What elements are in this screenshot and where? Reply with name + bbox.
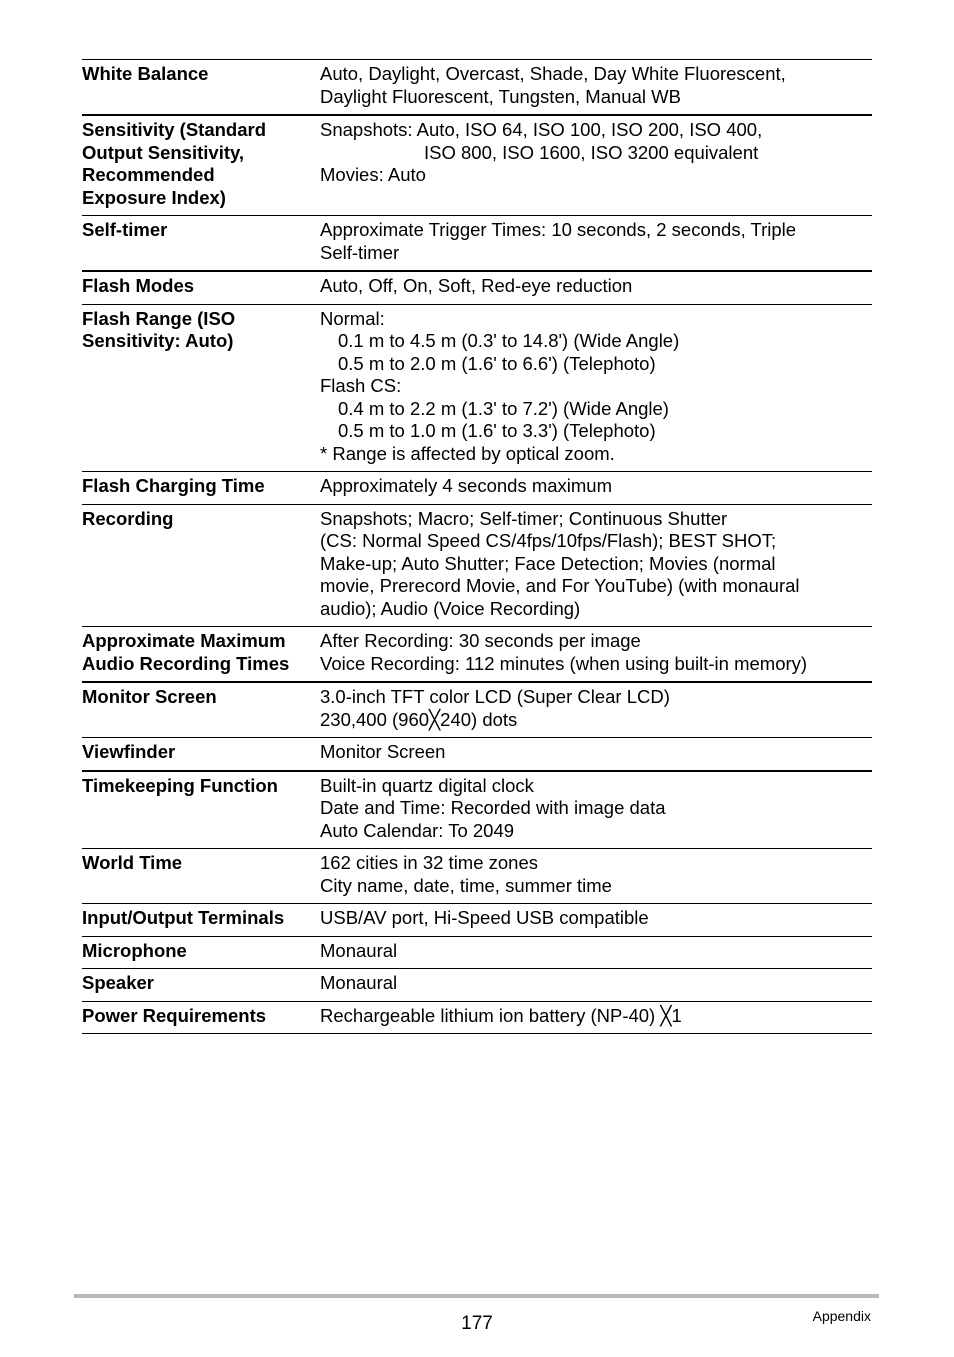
spec-value-line: Self-timer <box>320 241 400 263</box>
spec-value-line: Built-in quartz digital clock <box>320 774 534 796</box>
spec-row-white-balance <box>82 60 872 116</box>
spec-value-line: City name, date, time, summer time <box>320 874 612 896</box>
spec-value-line: Daylight Fluorescent, Tungsten, Manual WB <box>320 85 681 107</box>
spec-row-flash-range <box>82 305 872 473</box>
spec-value-line: Rechargeable lithium ion battery (NP-40) ╳1 <box>320 1004 682 1026</box>
spec-value-line: Auto Calendar: To 2049 <box>320 819 515 841</box>
spec-label: Flash Modes <box>82 275 195 296</box>
spec-label: Microphone <box>82 939 187 961</box>
spec-label: Sensitivity (Standard Output Sensitivity, Recommended Exposure Index) <box>82 119 267 208</box>
spec-label: Power Requirements <box>82 1004 267 1026</box>
spec-value-line: Movies: Auto <box>320 164 426 185</box>
spec-value <box>320 275 872 298</box>
spec-value <box>320 219 872 264</box>
spec-label: Flash Range (ISO Sensitivity: Auto) <box>82 307 236 351</box>
spec-value-line: USB/AV port, Hi-Speed USB compatible <box>320 907 649 928</box>
spec-label: Monitor Screen <box>82 686 217 707</box>
spec-value-line: 0.1 m to 4.5 m (0.3' to 14.8') (Wide Angle) <box>338 330 680 351</box>
spec-value-line: 0.4 m to 2.2 m (1.3' to 7.2') (Wide Angle) <box>338 397 669 419</box>
spec-row-self-timer <box>82 216 872 272</box>
section-name: Appendix <box>812 1308 871 1324</box>
spec-value-line: Snapshots: Auto, ISO 64, ISO 100, ISO 200, ISO 400, <box>320 119 763 140</box>
spec-value-line: Approximately 4 seconds maximum <box>320 475 612 496</box>
spec-value-line: Snapshots; Macro; Self-timer; Continuous Shutter <box>320 507 728 529</box>
spec-value-line: movie, Prerecord Movie, and For YouTube) (with monaural <box>320 575 800 596</box>
specifications-table <box>82 59 872 1034</box>
spec-value-line: Flash CS: <box>320 375 402 396</box>
spec-value-line: 0.5 m to 1.0 m (1.6' to 3.3') (Telephoto) <box>338 420 656 441</box>
spec-value <box>320 308 872 466</box>
spec-row-timekeeping-function <box>82 772 872 850</box>
spec-row-microphone <box>82 937 872 970</box>
spec-label: Speaker <box>82 972 154 993</box>
spec-value <box>320 686 872 731</box>
spec-value-line: Auto, Off, On, Soft, Red-eye reduction <box>320 275 633 296</box>
spec-value <box>320 741 872 764</box>
spec-label: World Time <box>82 852 183 873</box>
spec-row-recording <box>82 505 872 628</box>
spec-value-line: Auto, Daylight, Overcast, Shade, Day White Fluorescent, <box>320 63 786 84</box>
spec-row-audio-recording-times <box>82 627 872 683</box>
spec-row-viewfinder <box>82 738 872 772</box>
spec-label: Recording <box>82 507 174 529</box>
spec-row-sensitivity <box>82 116 872 216</box>
spec-row-input-output-terminals <box>82 904 872 937</box>
spec-value-line: Date and Time: Recorded with image data <box>320 797 666 818</box>
spec-value-line: After Recording: 30 seconds per image <box>320 630 641 651</box>
spec-row-speaker <box>82 969 872 1002</box>
spec-row-monitor-screen <box>82 683 872 738</box>
spec-label: Timekeeping Function <box>82 774 278 796</box>
spec-value-line: (CS: Normal Speed CS/4fps/10fps/Flash); BEST SHOT; <box>320 530 777 551</box>
spec-row-flash-charging-time <box>82 472 872 505</box>
spec-value <box>320 907 872 930</box>
spec-value-line: Make-up; Auto Shutter; Face Detection; Movies (normal <box>320 552 776 574</box>
footer-divider <box>74 1294 879 1298</box>
spec-value <box>320 119 872 209</box>
spec-row-flash-modes <box>82 272 872 305</box>
spec-value <box>320 630 872 675</box>
spec-value <box>320 475 872 498</box>
spec-label: Self-timer <box>82 219 168 240</box>
spec-value-line: Voice Recording: 112 minutes (when using built-in memory) <box>320 652 808 674</box>
spec-label: Approximate Maximum Audio Recording Times <box>82 630 290 674</box>
spec-value-line: audio); Audio (Voice Recording) <box>320 597 581 619</box>
spec-label: Flash Charging Time <box>82 475 265 496</box>
spec-label: Viewfinder <box>82 741 176 762</box>
spec-value <box>320 852 872 897</box>
spec-value <box>320 940 872 963</box>
spec-row-world-time <box>82 849 872 904</box>
spec-value-line: 230,400 (960╳240) dots <box>320 708 518 730</box>
spec-value <box>320 775 872 843</box>
spec-value <box>320 972 872 995</box>
spec-value-line: Monaural <box>320 939 398 961</box>
spec-value-line: ISO 800, ISO 1600, ISO 3200 equivalent <box>424 141 759 163</box>
spec-value-line: Normal: <box>320 307 385 329</box>
spec-value <box>320 508 872 621</box>
spec-row-power-requirements <box>82 1002 872 1035</box>
spec-value <box>320 63 872 108</box>
spec-value-line: Approximate Trigger Times: 10 seconds, 2 seconds, Triple <box>320 219 797 240</box>
spec-value-line: Monitor Screen <box>320 741 446 762</box>
spec-value-line: 3.0-inch TFT color LCD (Super Clear LCD) <box>320 686 670 707</box>
page-number: 177 <box>461 1313 493 1334</box>
spec-value-line: Monaural <box>320 972 398 993</box>
spec-label: White Balance <box>82 63 209 84</box>
spec-value-line: 162 cities in 32 time zones <box>320 852 539 873</box>
spec-value-line: 0.5 m to 2.0 m (1.6' to 6.6') (Telephoto) <box>338 352 656 374</box>
spec-value <box>320 1005 872 1028</box>
spec-value-note: * Range is affected by optical zoom. <box>320 442 615 464</box>
spec-label: Input/Output Terminals <box>82 907 285 928</box>
